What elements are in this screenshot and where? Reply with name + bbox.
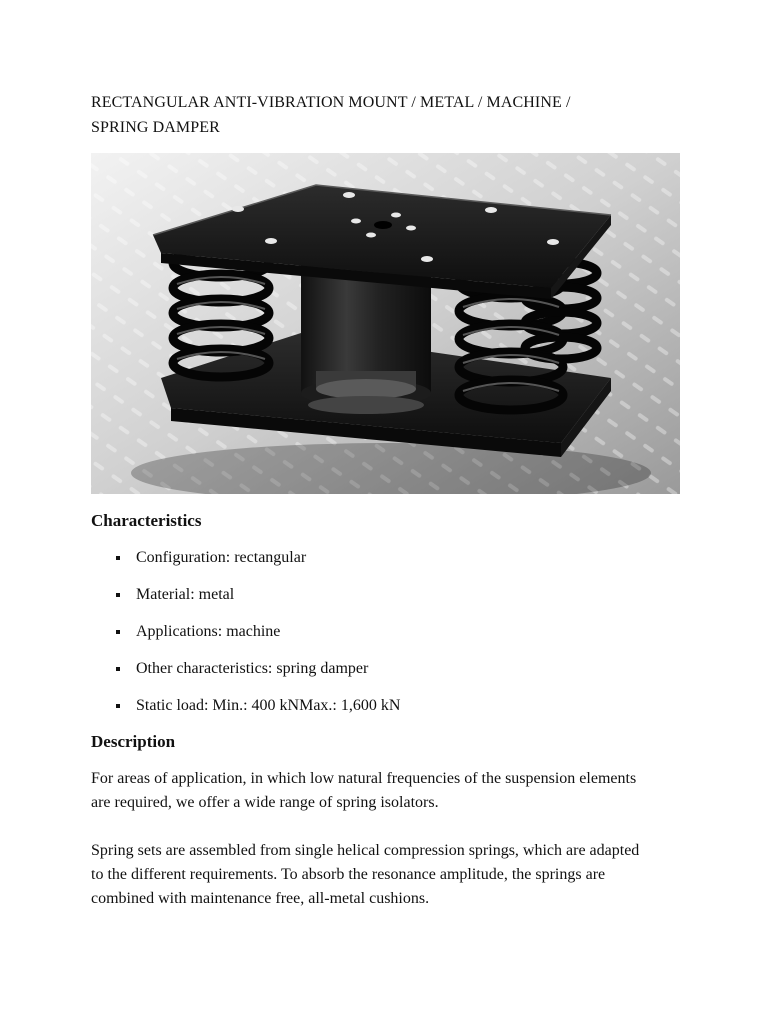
list-item-text: Applications: machine xyxy=(136,623,281,640)
list-item-text: Configuration: rectangular xyxy=(136,549,307,566)
list-item-text: Material: metal xyxy=(136,586,235,603)
list-item xyxy=(91,694,400,731)
description-paragraph-1: For areas of application, in which low natural frequencies of the suspension elements are required, we offer a wide range of spring isolators. xyxy=(91,770,637,811)
list-item xyxy=(91,620,400,657)
bullet-icon xyxy=(116,593,120,597)
bullet-icon xyxy=(116,556,120,560)
characteristics-heading: Characteristics xyxy=(91,511,202,530)
list-item-text: Other characteristics: spring damper xyxy=(136,660,369,677)
description-heading: Description xyxy=(91,732,176,751)
bullet-icon xyxy=(116,704,120,708)
list-item xyxy=(91,583,400,620)
page-title xyxy=(91,90,691,140)
list-item-text: Static load: Min.: 400 kNMax.: 1,600 kN xyxy=(136,697,401,714)
list-item xyxy=(91,657,400,694)
characteristics-list xyxy=(91,546,400,731)
title-line-2: SPRING DAMPER xyxy=(91,119,220,136)
bullet-icon xyxy=(116,630,120,634)
description-paragraph-2: Spring sets are assembled from single helical compression springs, which are adapted to the different requirements. To absorb the resonance amplitude, the springs are combined with maintenance free, all-metal cushions. xyxy=(91,842,640,907)
bullet-icon xyxy=(116,667,120,671)
list-item xyxy=(91,546,400,583)
title-line-1: RECTANGULAR ANTI-VIBRATION MOUNT / METAL / MACHINE / xyxy=(91,94,571,111)
spring-damper-mount-photo xyxy=(91,153,680,494)
